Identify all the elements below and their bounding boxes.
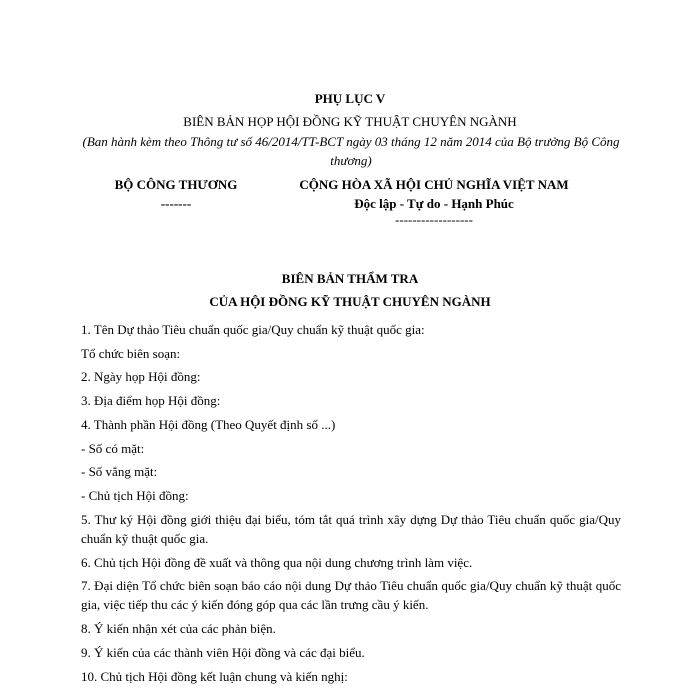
absent-count: - Số vắng mặt: [81,464,158,480]
document-subtitle: CỦA HỘI ĐỒNG KỸ THUẬT CHUYÊN NGÀNH [209,294,491,309]
drafting-organization: Tổ chức biên soạn: [81,345,181,361]
republic-name: CỘNG HÒA XÃ HỘI CHỦ NGHĨA VIỆT NAM [299,177,569,192]
minutes-body [81,318,621,688]
item-1-draft-name: 1. Tên Dự thảo Tiêu chuẩn quốc gia/Quy chuẩn kỹ thuật quốc gia: [81,322,425,337]
document-title: BIÊN BẢN THẨM TRA [281,271,419,286]
ministry-divider: ------- [160,196,192,211]
item-6-agenda: 6. Chủ tịch Hội đồng đề xuất và thông qua nội dung chương trình làm việc. [81,554,473,570]
item-3-meeting-place: 3. Địa điểm họp Hội đồng: [81,393,221,409]
item-9-member-opinions: 9. Ý kiến của các thành viên Hội đồng và các đại biểu. [81,645,365,661]
item-2-meeting-date: 2. Ngày họp Hội đồng: [81,369,201,385]
item-8-reviewer-comments: 8. Ý kiến nhận xét của các phản biện. [81,621,276,637]
present-count: - Số có mặt: [81,440,145,456]
item-5-secretary-intro: 5. Thư ký Hội đồng giới thiệu đại biểu, tóm tắt quá trình xây dựng Dự thảo Tiêu chuẩn quốc gia/Quy chuẩn kỹ thuật quốc gia. [81,511,621,546]
issuance-note: (Ban hành kèm theo Thông tư số 46/2014/TT-BCT ngày 03 tháng 12 năm 2014 của Bộ trưởng Bộ Công thương) [82,134,620,168]
item-7-drafting-report: 7. Đại diện Tổ chức biên soạn báo cáo nội dung Dự thảo Tiêu chuẩn quốc gia/Quy chuẩn kỹ thuật quốc gia, việc tiếp thu các ý kiến đóng góp qua các lần trưng cầu ý kiến. [81,578,621,613]
item-10-conclusion: 10. Chủ tịch Hội đồng kết luận chung và kiến nghị: [81,668,348,684]
motto-divider: ------------------ [395,212,473,227]
item-4-council-composition: 4. Thành phần Hội đồng (Theo Quyết định số ...) [81,416,336,432]
minutes-heading: BIÊN BẢN HỌP HỘI ĐỒNG KỸ THUẬT CHUYÊN NGÀNH [183,114,517,129]
appendix-title: PHỤ LỤC V [314,91,386,106]
ministry-name: BỘ CÔNG THƯƠNG [114,177,238,192]
council-chair: - Chủ tịch Hội đồng: [81,487,189,503]
national-motto: Độc lập - Tự do - Hạnh Phúc [354,196,514,211]
